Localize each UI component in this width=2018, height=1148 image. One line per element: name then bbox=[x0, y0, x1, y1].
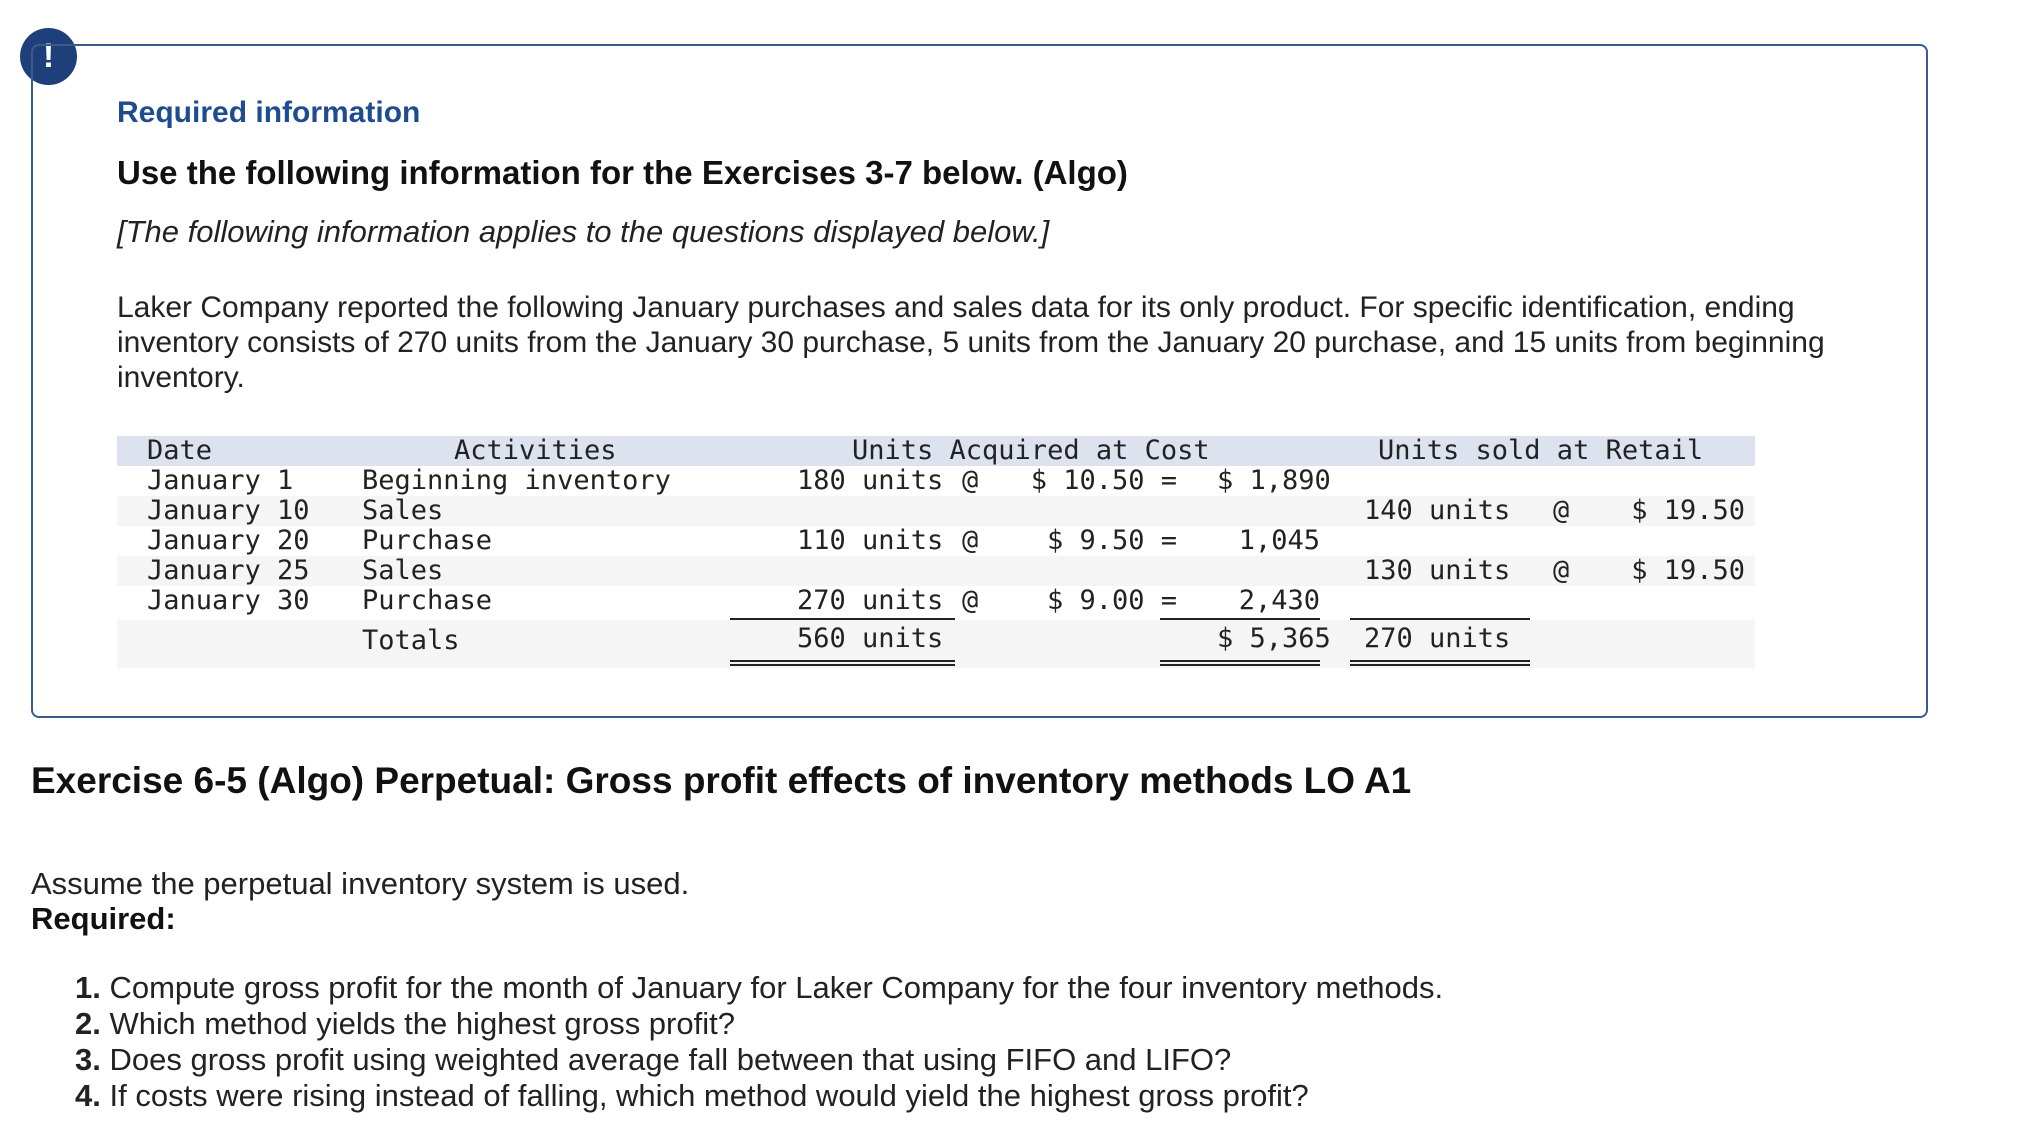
question-text: Compute gross profit for the month of January for Laker Company for the four inventory methods. bbox=[109, 970, 1444, 1005]
required-questions-list bbox=[75, 970, 1975, 1114]
cost-subtotal-rule bbox=[1160, 618, 1320, 620]
assumption-text: Assume the perpetual inventory system is used. bbox=[31, 866, 690, 901]
acquired-units: 110 units bbox=[797, 525, 944, 556]
acquired-at: @ bbox=[962, 465, 979, 496]
table-row-activity: Sales bbox=[362, 495, 444, 526]
table-row-activity: Beginning inventory bbox=[362, 465, 671, 496]
totals-double-rule bbox=[1160, 660, 1320, 662]
acquired-total-cost: $ 1,890 bbox=[1217, 465, 1331, 496]
totals-acquired-cost: $ 5,365 bbox=[1217, 623, 1331, 654]
sold-retail-price: $ 19.50 bbox=[1631, 495, 1745, 526]
intro-paragraph: Laker Company reported the following January purchases and sales data for its only product. For specific identification, ending inventory consists of 270 units from the January 30 purchase, 5 units from the January 20 purchase, and 15 units from beginning inventory. bbox=[117, 291, 1825, 394]
question-text: Which method yields the highest gross profit? bbox=[109, 1006, 735, 1041]
exercise-title: Exercise 6-5 (Algo) Perpetual: Gross profit effects of inventory methods LO A1 bbox=[31, 760, 1412, 801]
exercise-set-heading: Use the following information for the Exercises 3-7 below. (Algo) bbox=[117, 154, 1128, 191]
table-row-activity: Purchase bbox=[362, 585, 493, 616]
acquired-total-cost: 2,430 bbox=[1238, 585, 1320, 616]
question-text: If costs were rising instead of falling, which method would yield the highest gross profit? bbox=[109, 1078, 1309, 1113]
table-row-activity: Sales bbox=[362, 555, 444, 586]
acquired-units: 180 units bbox=[797, 465, 944, 496]
question-number: 4. bbox=[75, 1078, 101, 1113]
totals-double-rule bbox=[730, 664, 955, 666]
applies-note: [The following information applies to the questions displayed below.] bbox=[117, 214, 1050, 249]
table-row-date: January 10 bbox=[147, 495, 310, 526]
totals-acquired-units: 560 units bbox=[797, 623, 944, 654]
acquired-at: @ bbox=[962, 585, 979, 616]
units-subtotal-rule bbox=[730, 618, 955, 620]
header-date: Date bbox=[147, 435, 213, 466]
acquired-at: @ bbox=[962, 525, 979, 556]
sold-at: @ bbox=[1553, 495, 1570, 526]
acquired-units: 270 units bbox=[797, 585, 944, 616]
sold-retail-price: $ 19.50 bbox=[1631, 555, 1745, 586]
totals-sold-units: 270 units bbox=[1364, 623, 1511, 654]
header-units-acquired: Units Acquired at Cost bbox=[852, 435, 1210, 466]
acquired-unit-cost: $ 10.50 = bbox=[1030, 465, 1177, 496]
list-item bbox=[75, 1042, 1975, 1078]
list-item bbox=[75, 1078, 1975, 1114]
totals-label: Totals bbox=[362, 625, 460, 656]
inventory-data-table bbox=[117, 436, 1755, 668]
sold-units: 140 units bbox=[1364, 495, 1511, 526]
list-item bbox=[75, 970, 1975, 1006]
table-row-activity: Purchase bbox=[362, 525, 493, 556]
header-units-sold: Units sold at Retail bbox=[1378, 435, 1704, 466]
sold-units: 130 units bbox=[1364, 555, 1511, 586]
totals-double-rule bbox=[1350, 664, 1530, 666]
question-number: 2. bbox=[75, 1006, 101, 1041]
acquired-total-cost: 1,045 bbox=[1238, 525, 1320, 556]
acquired-unit-cost: $ 9.50 = bbox=[1046, 525, 1177, 556]
question-number: 1. bbox=[75, 970, 101, 1005]
sold-subtotal-rule bbox=[1350, 618, 1530, 620]
question-number: 3. bbox=[75, 1042, 101, 1077]
question-text: Does gross profit using weighted average fall between that using FIFO and LIFO? bbox=[109, 1042, 1232, 1077]
table-row-date: January 30 bbox=[147, 585, 310, 616]
alert-icon: ! bbox=[20, 28, 77, 85]
sold-at: @ bbox=[1553, 555, 1570, 586]
table-row-date: January 1 bbox=[147, 465, 294, 496]
list-item bbox=[75, 1006, 1975, 1042]
totals-double-rule bbox=[730, 660, 955, 662]
required-information-heading: Required information bbox=[117, 96, 421, 129]
header-activities: Activities bbox=[454, 435, 617, 466]
required-label: Required: bbox=[31, 901, 176, 936]
acquired-unit-cost: $ 9.00 = bbox=[1046, 585, 1177, 616]
totals-double-rule bbox=[1350, 660, 1530, 662]
totals-double-rule bbox=[1160, 664, 1320, 666]
table-row-date: January 20 bbox=[147, 525, 310, 556]
table-row-date: January 25 bbox=[147, 555, 310, 586]
